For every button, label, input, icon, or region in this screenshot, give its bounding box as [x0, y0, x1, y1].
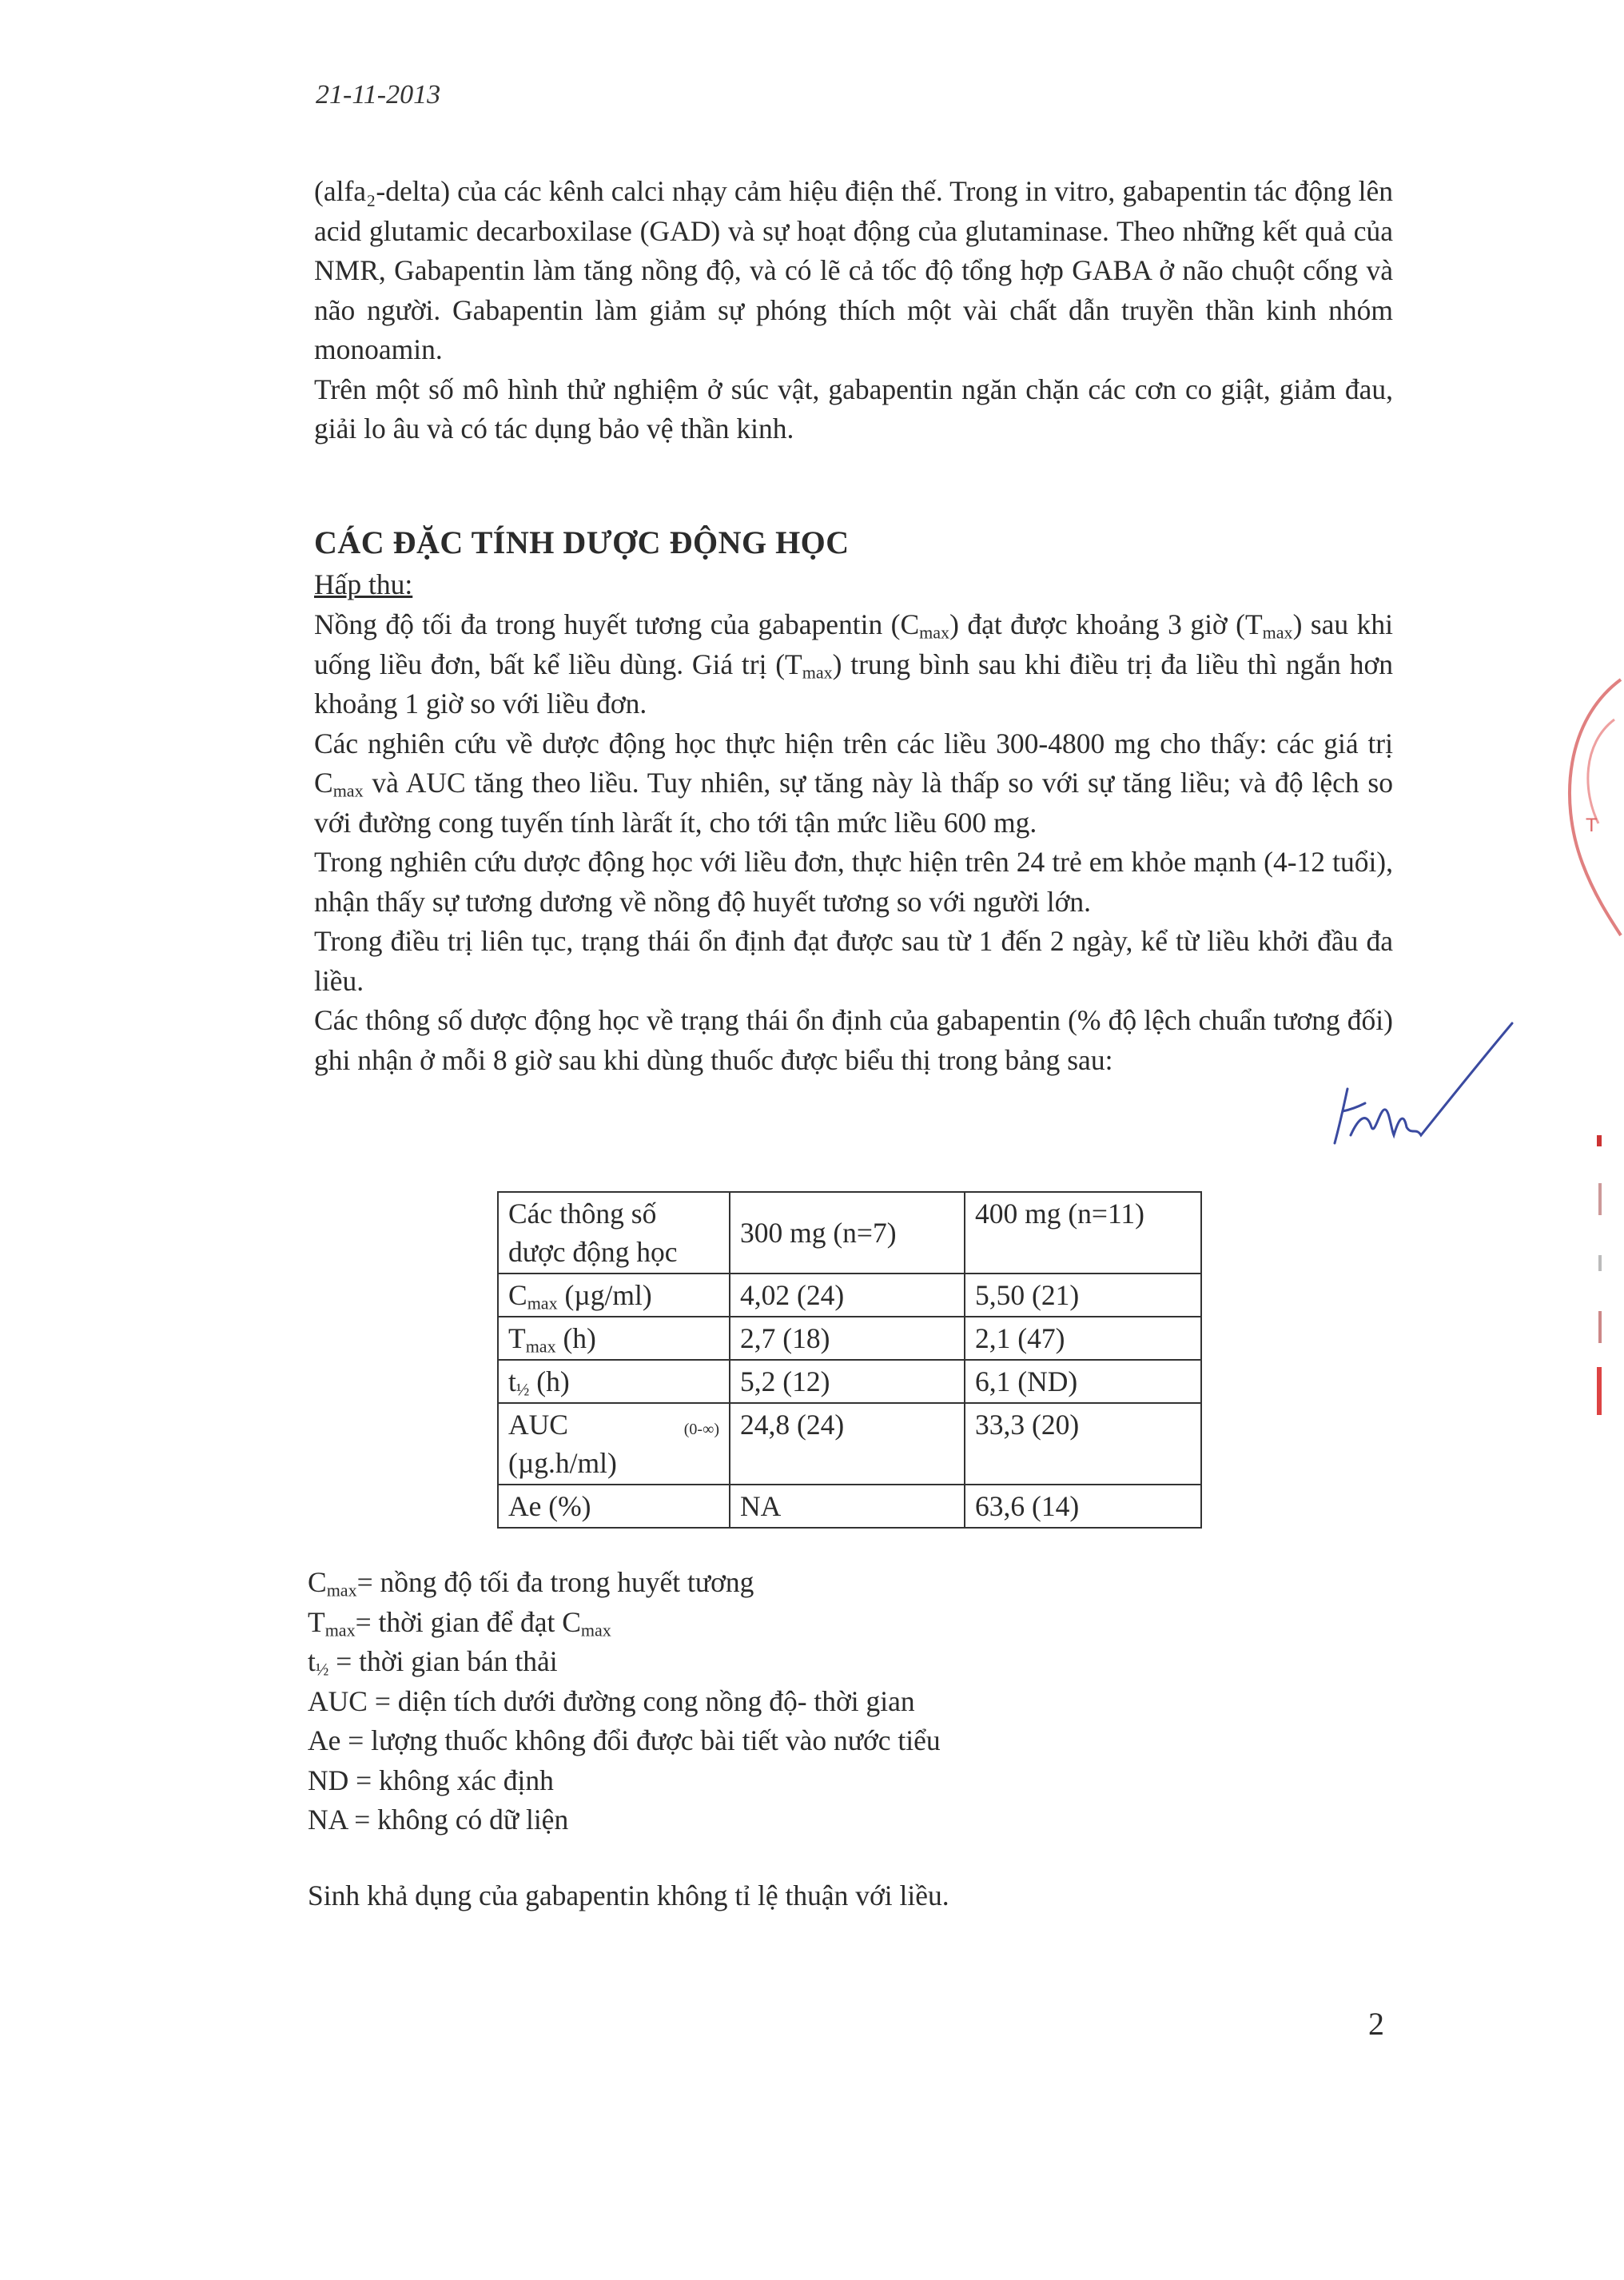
conclusion-text: Sinh khả dụng của gabapentin không tỉ lệ thuận với liều. [308, 1879, 949, 1911]
pharmacokinetics-table [497, 1191, 1202, 1529]
table-cell-param: $C_{max}$ (µg/ml) [498, 1274, 730, 1317]
legend-item: ND = không xác định [308, 1764, 554, 1796]
red-stamp-fragment [1550, 672, 1624, 959]
legend-item: NA = không có dữ liện [308, 1804, 569, 1836]
absorption-paragraph-3: Trong nghiên cứu dược động học với liều đơn, thực hiện trên 24 trẻ em khỏe mạnh (4-12 tuổi), nhận thấy sự tương dương về nồng độ huyết tương so với người lớn. [314, 846, 1393, 918]
abbreviation-legend [308, 1563, 941, 1840]
intro-section [314, 172, 1393, 449]
table-cell-value: 5,50 (21) [965, 1274, 1201, 1317]
absorption-paragraph-4: Trong điều trị liên tục, trạng thái ổn định đạt được sau từ 1 đến 2 ngày, kể từ liều khởi đầu đa liều. [314, 925, 1393, 997]
table-cell-param: $T_{max}$ (h) [498, 1317, 730, 1360]
page-number: 2 [1368, 2006, 1384, 2042]
page-date: 21-11-2013 [316, 80, 441, 110]
legend-item: $t_{\frac{1}{2}}$ = thời gian bán thải [308, 1645, 558, 1680]
table-header-col1: 300 mg (n=7) [730, 1192, 965, 1274]
table-cell-value: 6,1 (ND) [965, 1360, 1201, 1403]
handwritten-signature [1327, 1015, 1519, 1159]
intro-paragraph-2: Trên một số mô hình thử nghiệm ở súc vật, gabapentin ngăn chặn các cơn co giật, giảm đau, giải lo âu và có tác dụng bảo vệ thần kinh. [314, 373, 1393, 444]
intro-paragraph-1: (alfa₂-delta) của các kênh calci nhạy cảm hiệu điện thế. Trong in vitro, gabapentin tác động lên acid glutamic decarboxilase (GAD) và sự hoạt động của glutaminase. Theo những kết quả của NMR, Gabapentin làm tăng nồng độ, và có lẽ cả tốc độ tổng hợp GABA ở não chuột cống và não người. Gabapentin làm giảm sự phóng thích một vài chất dẫn truyền thần kinh nhóm monoamin. [314, 175, 1393, 365]
table-cell-value: 24,8 (24) [730, 1403, 965, 1485]
absorption-paragraph-2: Các nghiên cứu về dược động học thực hiện trên các liều 300-4800 mg cho thấy: các giá trị $C_{max}$ và AUC tăng theo liều. Tuy nhiên, sự tăng này là thấp so với sự tăng liều; và độ lệch so với đường cong tuyến tính làrất ít, cho tới tận mức liều 600 mg. [314, 727, 1393, 839]
absorption-paragraph-1: Nồng độ tối đa trong huyết tương của gabapentin $(C_{max})$ đạt được khoảng 3 giờ $(T_{max})$ sau khi uống liều đơn, bất kể liều dùng. Giá trị $(T_{max})$ trung bình sau khi điều trị đa liều thì ngắn hơn khoảng 1 giờ so với liều đơn. [314, 608, 1393, 719]
absorption-paragraph-5: Các thông số dược động học về trạng thái ổn định của gabapentin (% độ lệch chuẩn tương đối) ghi nhận ở mỗi 8 giờ sau khi dùng thuốc được biểu thị trong bảng sau: [314, 1004, 1393, 1076]
table-cell-value: NA [730, 1485, 965, 1528]
legend-item: AUC = diện tích dưới đường cong nồng độ- thời gian [308, 1684, 915, 1717]
table-header-param: Các thông số dược động học [498, 1192, 730, 1274]
table-cell-value: 5,2 (12) [730, 1360, 965, 1403]
legend-item: $C_{max}=$ nồng độ tối đa trong huyết tương [308, 1566, 754, 1600]
legend-item: Ae = lượng thuốc không đổi được bài tiết vào nước tiểu [308, 1724, 941, 1756]
table-row [498, 1274, 1201, 1317]
table-cell-param: AUC (0-∞) (µg.h/ml) [498, 1403, 730, 1485]
table-cell-value: 33,3 (20) [965, 1403, 1201, 1485]
table-cell-value: 63,6 (14) [965, 1485, 1201, 1528]
svg-text:T: T [1586, 815, 1598, 836]
margin-stamp-marks [1589, 1135, 1613, 1455]
table-cell-value: 2,7 (18) [730, 1317, 965, 1360]
section-title: CÁC ĐẶC TÍNH DƯỢC ĐỘNG HỌC [314, 524, 850, 560]
table-cell-param: $t_{\frac{1}{2}}$ (h) [498, 1360, 730, 1403]
table-header-row [498, 1192, 1201, 1274]
legend-item: $T_{max}=$ thời gian để đạt $C_{max}$ [308, 1605, 611, 1640]
table-row [498, 1403, 1201, 1485]
section-subtitle: Hấp thu: [314, 568, 413, 600]
table-cell-param: Ae (%) [498, 1485, 730, 1528]
table-row [498, 1317, 1201, 1360]
absorption-section [314, 605, 1393, 1080]
table-row [498, 1360, 1201, 1403]
table-row [498, 1485, 1201, 1528]
table-cell-value: 4,02 (24) [730, 1274, 965, 1317]
table-header-col2: 400 mg (n=11) [965, 1192, 1201, 1274]
table-cell-value: 2,1 (47) [965, 1317, 1201, 1360]
